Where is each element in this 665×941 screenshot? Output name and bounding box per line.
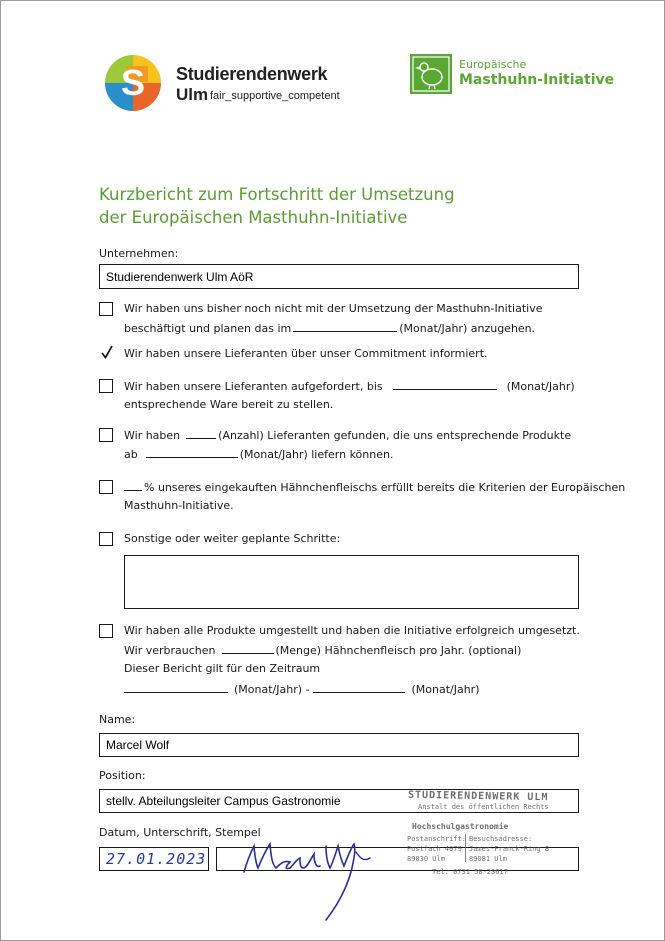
opt3-line1 (124, 379, 575, 394)
opt5-percent-blank[interactable] (124, 480, 142, 491)
chicken-icon (410, 54, 452, 94)
stamp-right3: 89081 Ulm (469, 855, 507, 863)
checkbox-other-steps[interactable] (99, 532, 113, 546)
checkbox-completed[interactable] (99, 624, 113, 638)
opt1-line1: Wir haben uns bisher noch nicht mit der Umsetzung der Masthuhn-Initiative (124, 302, 543, 315)
stamp-line3: Hochschulgastronomie (412, 822, 509, 831)
opt7-text-d: (Monat/Jahr) (411, 683, 480, 696)
opt7-text-a: Wir verbrauchen (124, 644, 216, 657)
opt3-line2: entsprechende Ware bereit zu stellen. (124, 398, 334, 411)
opt5-line2: Masthuhn-Initiative. (124, 499, 234, 512)
opt4-line1 (124, 428, 571, 443)
masthuhn-initiative-logo (410, 54, 630, 96)
stamp-divider (465, 834, 466, 862)
opt7-quantity-blank[interactable] (222, 643, 274, 654)
opt3-text-b: (Monat/Jahr) (506, 380, 575, 393)
checkbox-suppliers-requested[interactable] (99, 379, 113, 393)
studierendenwerk-tagline: fair_supportive_competent (210, 90, 340, 102)
stamp-right-column (469, 834, 549, 864)
studierendenwerk-logo (104, 54, 344, 114)
stamp-phone: Tel. 0731 50-23617 (432, 868, 508, 876)
company-field[interactable]: Studierendenwerk Ulm AöR (99, 264, 579, 289)
stamp-right1: Besuchsadresse: (469, 835, 533, 843)
studierendenwerk-city: Ulm (176, 85, 209, 104)
opt4-text-b: (Anzahl) Lieferanten gefunden, die uns entsprechende Produkte (218, 429, 572, 442)
stamp-left3: 89030 Ulm (407, 855, 445, 863)
studierendenwerk-name: Studierendenwerk (176, 64, 328, 84)
opt6-text: Sonstige oder weiter geplante Schritte: (124, 532, 341, 545)
opt4-text-d: (Monat/Jahr) liefern können. (239, 448, 394, 461)
name-field[interactable]: Marcel Wolf (99, 733, 579, 757)
stamp-right2: James-Franck-Ring 8 (469, 845, 550, 853)
svg-text:S: S (120, 62, 146, 103)
opt3-text-a: Wir haben unsere Lieferanten aufgefordert, bis (124, 380, 383, 393)
checkbox-suppliers-found[interactable] (99, 428, 113, 442)
opt1-text-a: beschäftigt und planen das im (124, 322, 292, 335)
initiative-line2: Masthuhn-Initiative (459, 72, 615, 88)
stamp-line1: STUDIERENDENWERK ULM (407, 789, 549, 804)
position-field[interactable]: stellv. Abteilungsleiter Campus Gastronomie (99, 789, 579, 813)
opt5-line1 (124, 480, 625, 495)
opt7-period-end-blank[interactable] (313, 682, 405, 693)
opt7-line1: Wir haben alle Produkte umgestellt und haben die Initiative erfolgreich umgesetzt. (124, 624, 580, 637)
opt1-line2 (124, 321, 535, 336)
date-signature-label: Datum, Unterschrift, Stempel (99, 826, 261, 839)
opt5-text: % unseres eingekauften Hähnchenfleischs erfüllt bereits die Kriterien der Europäischen (144, 481, 626, 494)
form-title-line2: der Europäischen Masthuhn-Initiative (99, 208, 408, 227)
opt3-date-blank[interactable] (393, 379, 497, 390)
opt7-line3: Dieser Bericht gilt für den Zeitraum (124, 662, 321, 675)
opt7-line4 (124, 682, 480, 697)
opt1-text-b: (Monat/Jahr) anzugehen. (399, 322, 536, 335)
opt4-date-blank[interactable] (146, 447, 238, 458)
opt7-text-b: (Menge) Hähnchenfleisch pro Jahr. (optional) (275, 644, 522, 657)
other-steps-textarea[interactable] (124, 555, 579, 609)
stamp-line2: Anstalt des öffentlichen Rechts (418, 803, 549, 811)
position-label: Position: (99, 769, 146, 782)
opt4-text-c: ab (124, 448, 138, 461)
checkbox-suppliers-informed[interactable] (99, 346, 113, 360)
opt7-line2 (124, 643, 521, 658)
opt4-count-blank[interactable] (186, 428, 216, 439)
checkmark-icon (100, 345, 114, 359)
stamp-left2: Postfach 4079 (407, 845, 462, 853)
checkbox-not-started[interactable] (99, 302, 113, 316)
name-label: Name: (99, 713, 136, 726)
opt4-line2 (124, 447, 393, 462)
initiative-line1: Europäische (459, 58, 527, 71)
opt2-text: Wir haben unsere Lieferanten über unser Commitment informiert. (124, 347, 488, 360)
stamp-left-column (407, 834, 466, 864)
studierendenwerk-emblem (104, 54, 162, 112)
opt7-text-c: (Monat/Jahr) - (234, 683, 310, 696)
checkbox-percent-compliant[interactable] (99, 480, 113, 494)
date-field[interactable]: 27.01.2023 (99, 847, 209, 871)
opt4-text-a: Wir haben (124, 429, 181, 442)
opt7-period-start-blank[interactable] (124, 682, 228, 693)
form-title-line1: Kurzbericht zum Fortschritt der Umsetzung (99, 185, 455, 204)
company-label: Unternehmen: (99, 247, 179, 260)
opt1-date-blank[interactable] (293, 321, 397, 332)
handwritten-signature (230, 828, 380, 928)
stamp-left1: Postanschrift: (407, 835, 467, 843)
